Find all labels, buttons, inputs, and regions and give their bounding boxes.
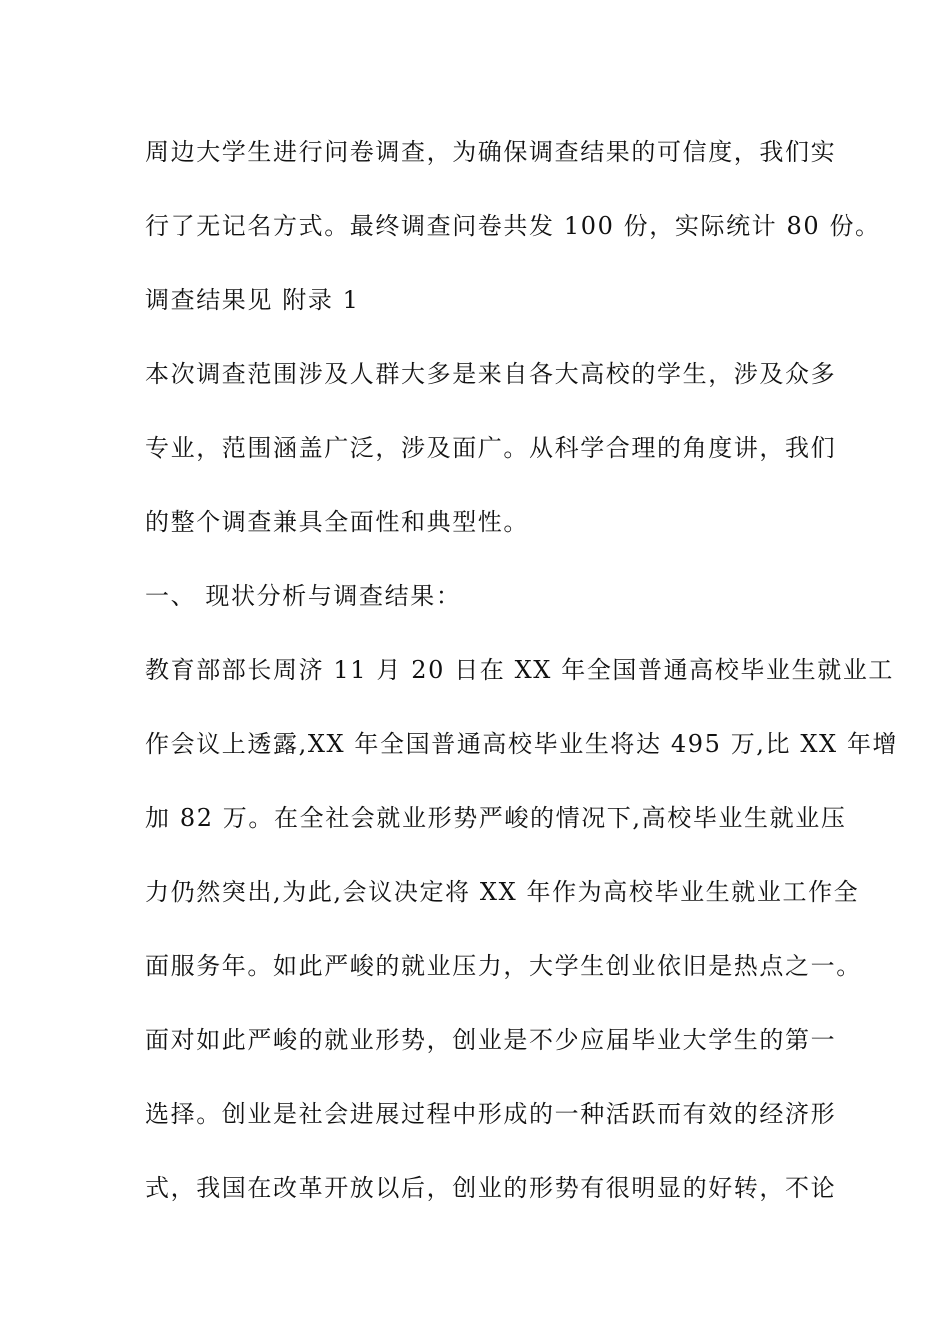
text-line-6: 的整个调查兼具全面性和典型性。	[145, 508, 529, 536]
text-line-5: 专业，范围涵盖广泛，涉及面广。从科学合理的角度讲，我们	[145, 434, 837, 462]
text-line-3: 调查结果见 附录 1	[145, 286, 360, 314]
text-line-9: 作会议上透露,XX 年全国普通高校毕业生将达 495 万,比 XX 年增	[145, 730, 899, 758]
text-line-14: 选择。创业是社会进展过程中形成的一种活跃而有效的经济形	[145, 1100, 837, 1128]
section-heading: 一、 现状分析与调查结果：	[145, 582, 462, 610]
text-line-10: 加 82 万。在全社会就业形势严峻的情况下,高校毕业生就业压	[145, 804, 847, 832]
text-line-1: 周边大学生进行问卷调查，为确保调查结果的可信度，我们实	[145, 138, 837, 166]
text-line-4: 本次调查范围涉及人群大多是来自各大高校的学生，涉及众多	[145, 360, 837, 388]
text-line-13: 面对如此严峻的就业形势，创业是不少应届毕业大学生的第一	[145, 1026, 837, 1054]
text-line-12: 面服务年。如此严峻的就业压力，大学生创业依旧是热点之一。	[145, 952, 862, 980]
text-line-2: 行了无记名方式。最终调查问卷共发 100 份，实际统计 80 份。	[145, 212, 881, 240]
text-line-8: 教育部部长周济 11 月 20 日在 XX 年全国普通高校毕业生就业工	[145, 656, 895, 684]
text-line-11: 力仍然突出,为此,会议决定将 XX 年作为高校毕业生就业工作全	[145, 878, 860, 906]
text-line-15: 式，我国在改革开放以后，创业的形势有很明显的好转，不论	[145, 1174, 837, 1202]
